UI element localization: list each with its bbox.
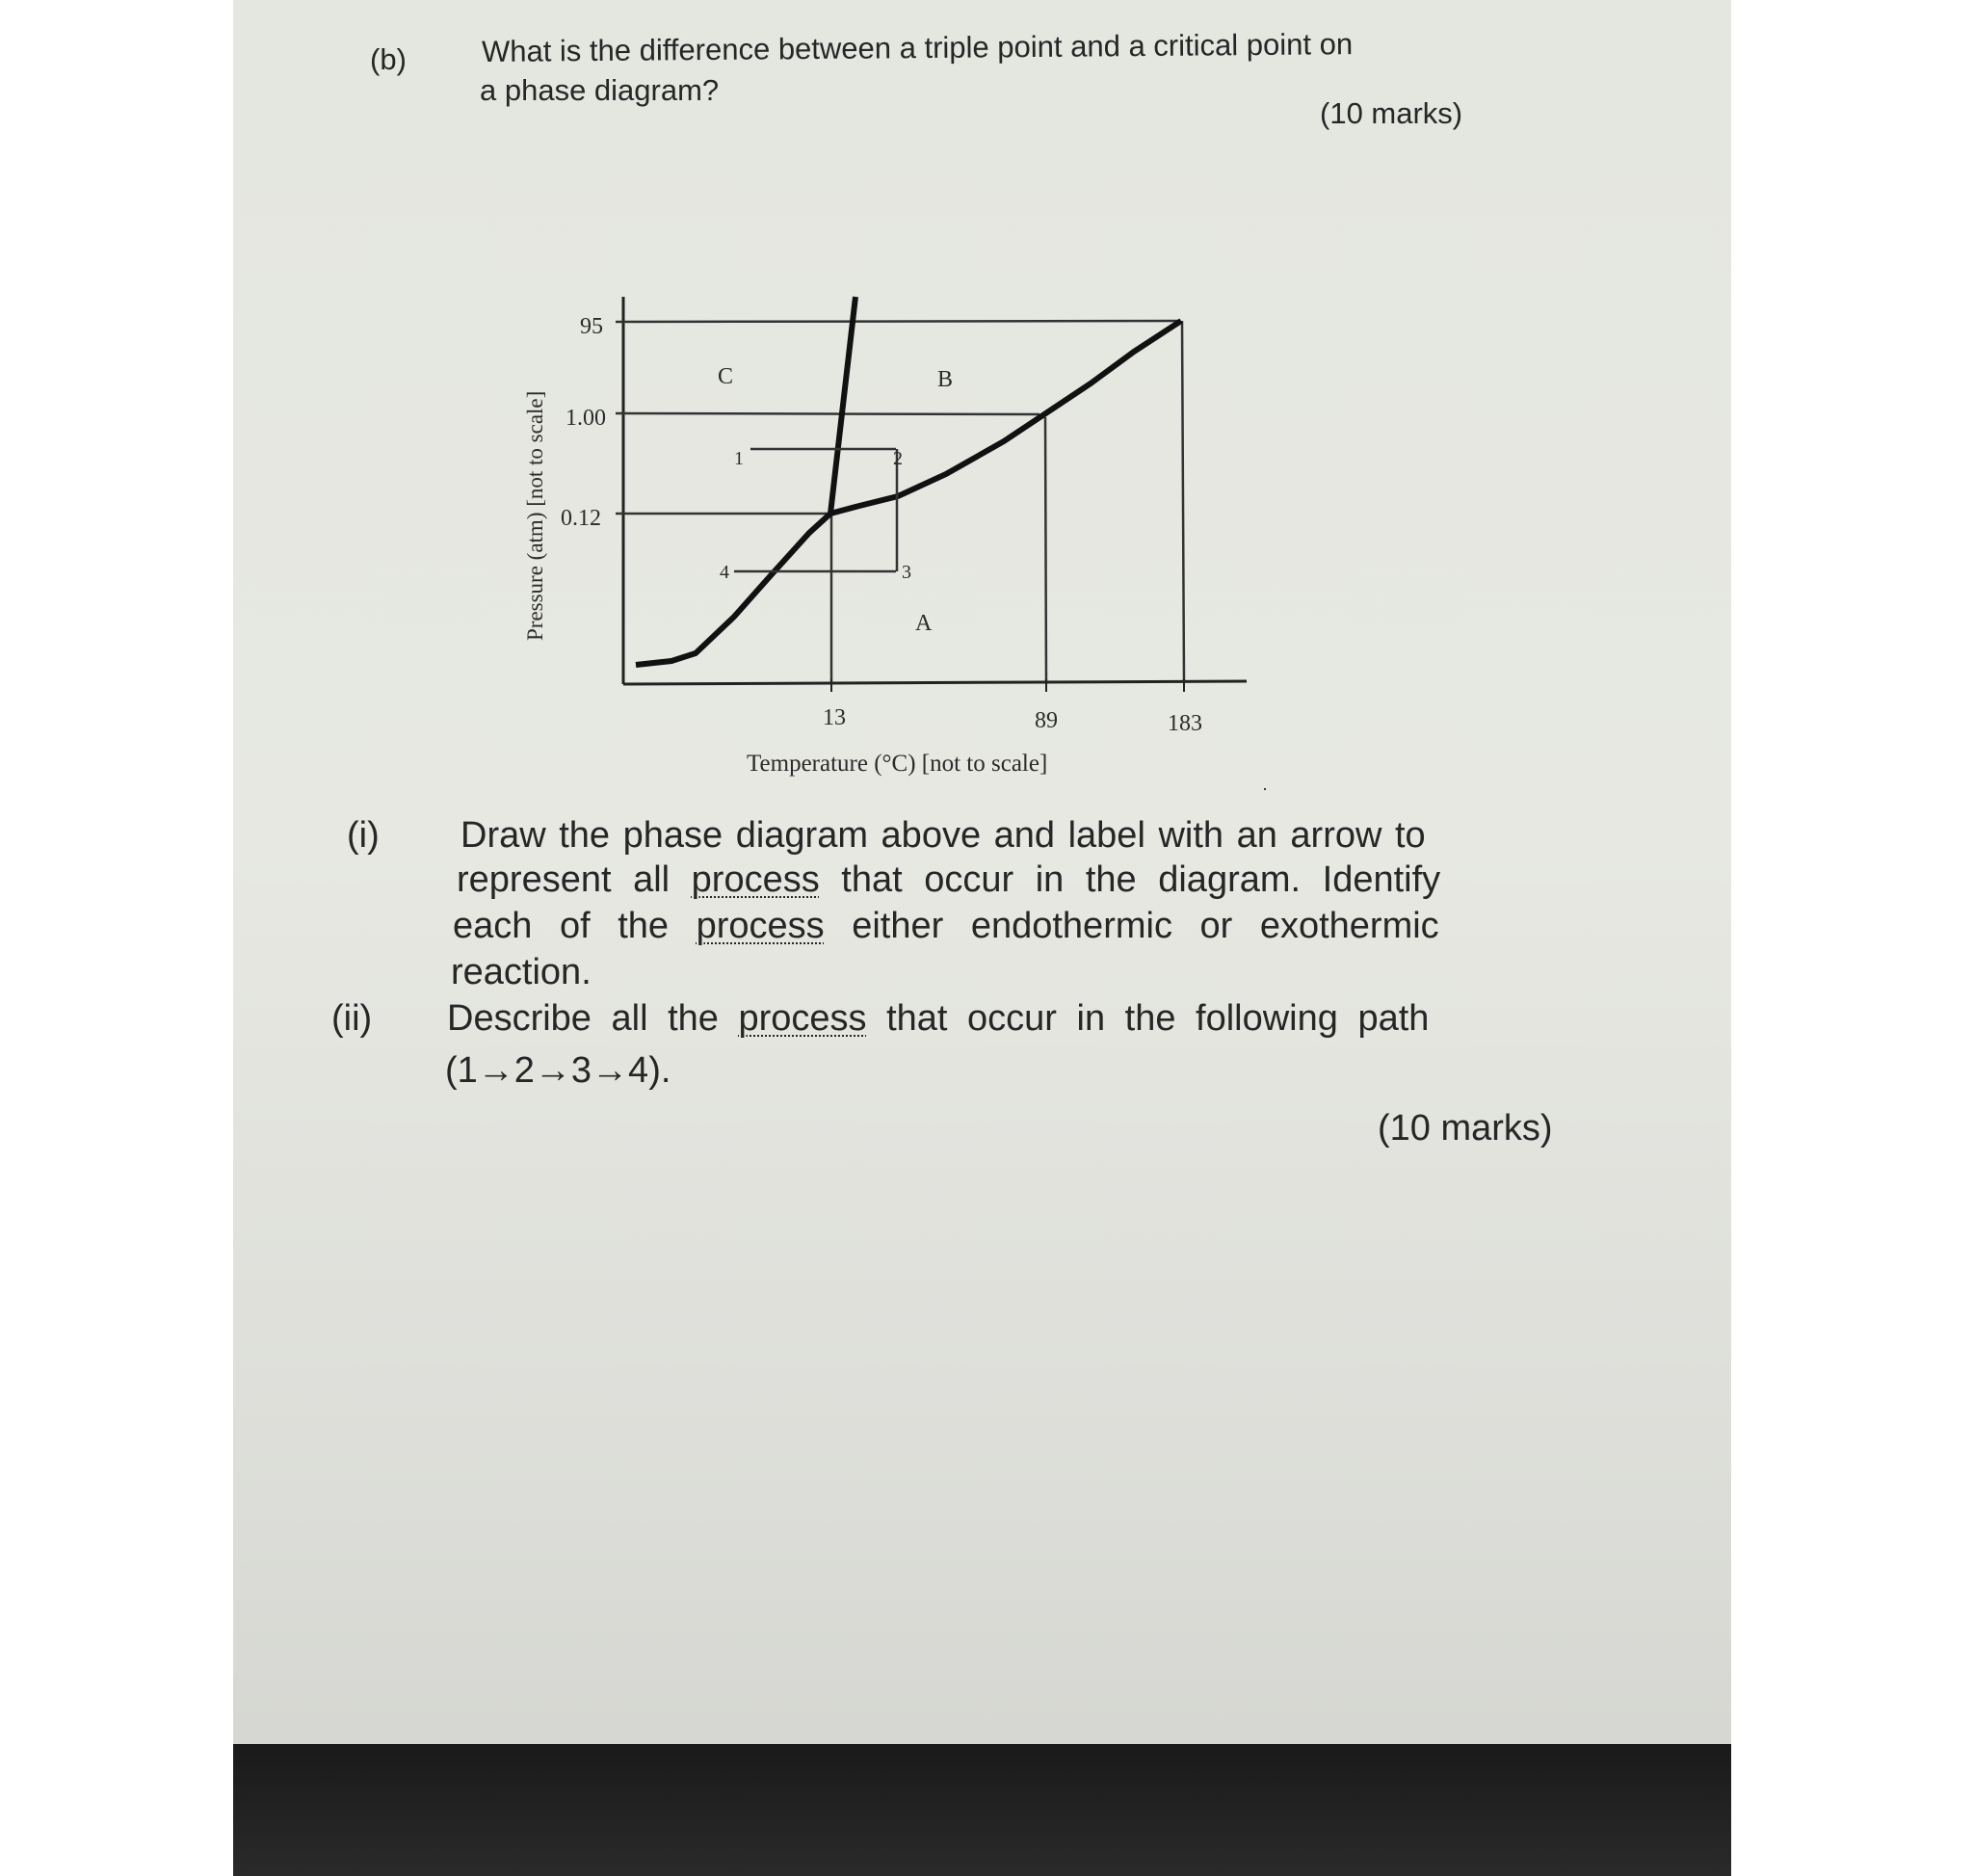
part-ii-marks: (10 marks) bbox=[1378, 1108, 1553, 1149]
vaporization-curve bbox=[830, 321, 1181, 514]
guide-183 bbox=[1182, 321, 1184, 682]
solid-liquid-boundary bbox=[830, 297, 855, 514]
part-i-line-1: Draw the phase diagram above and label with an arrow to bbox=[460, 815, 1426, 856]
y-axis-label: Pressure (atm) [not to scale] bbox=[523, 390, 547, 641]
x-axis bbox=[623, 681, 1247, 684]
y-tick-95: 95 bbox=[580, 314, 603, 339]
part-i-line-3-pre: each of the bbox=[453, 906, 697, 946]
x-tick-label-13: 13 bbox=[823, 705, 846, 730]
part-b-question-line-1: What is the difference between a triple point and a critical point on bbox=[481, 27, 1354, 68]
part-ii-line-1 bbox=[447, 998, 1429, 1040]
guide-95 bbox=[616, 321, 1180, 322]
part-ii-line-1-pre: Describe all the bbox=[447, 998, 739, 1039]
guide-89 bbox=[1045, 417, 1046, 684]
exam-paper bbox=[233, 0, 1731, 1876]
x-tick-label-89: 89 bbox=[1035, 708, 1058, 733]
part-b-label: (b) bbox=[370, 42, 407, 76]
part-i-line-3-process: process bbox=[696, 906, 825, 946]
region-c-label: C bbox=[718, 364, 734, 389]
point-3-label: 3 bbox=[902, 562, 911, 583]
x-axis-label: Temperature (°C) [not to scale] bbox=[747, 751, 1048, 777]
x-tick-label-183: 183 bbox=[1168, 711, 1202, 736]
point-1-label: 1 bbox=[734, 448, 744, 469]
part-i-line-3-post: either endothermic or exothermic bbox=[824, 906, 1439, 946]
part-b-question-line-2: a phase diagram? bbox=[480, 73, 720, 107]
region-a-label: A bbox=[915, 611, 933, 636]
part-ii-label: (ii) bbox=[331, 998, 373, 1039]
part-ii-line-1-post: that occur in the following path bbox=[866, 998, 1430, 1039]
point-4-label: 4 bbox=[720, 562, 729, 583]
phase-diagram bbox=[233, 0, 1731, 790]
part-ii-line-2: (1→2→3→4). bbox=[445, 1050, 671, 1091]
part-i-line-2-process: process bbox=[691, 859, 820, 900]
table-shadow bbox=[233, 1744, 1731, 1876]
part-b-marks: (10 marks) bbox=[1320, 96, 1463, 130]
part-i-line-2 bbox=[457, 859, 1440, 901]
point-2-label: 2 bbox=[893, 448, 903, 469]
guide-1-00 bbox=[616, 413, 1039, 414]
part-i-line-3 bbox=[453, 906, 1439, 947]
region-b-label: B bbox=[937, 367, 954, 392]
sublimation-curve bbox=[636, 514, 830, 665]
part-i-line-2-post: that occur in the diagram. Identify bbox=[819, 859, 1441, 900]
part-i-line-2-pre: represent all bbox=[457, 859, 692, 900]
y-tick-1-00: 1.00 bbox=[566, 406, 606, 431]
part-i-label: (i) bbox=[347, 815, 380, 856]
part-ii-line-1-process: process bbox=[738, 998, 867, 1039]
y-tick-0-12: 0.12 bbox=[561, 506, 601, 531]
part-i-line-4: reaction. bbox=[451, 952, 592, 992]
